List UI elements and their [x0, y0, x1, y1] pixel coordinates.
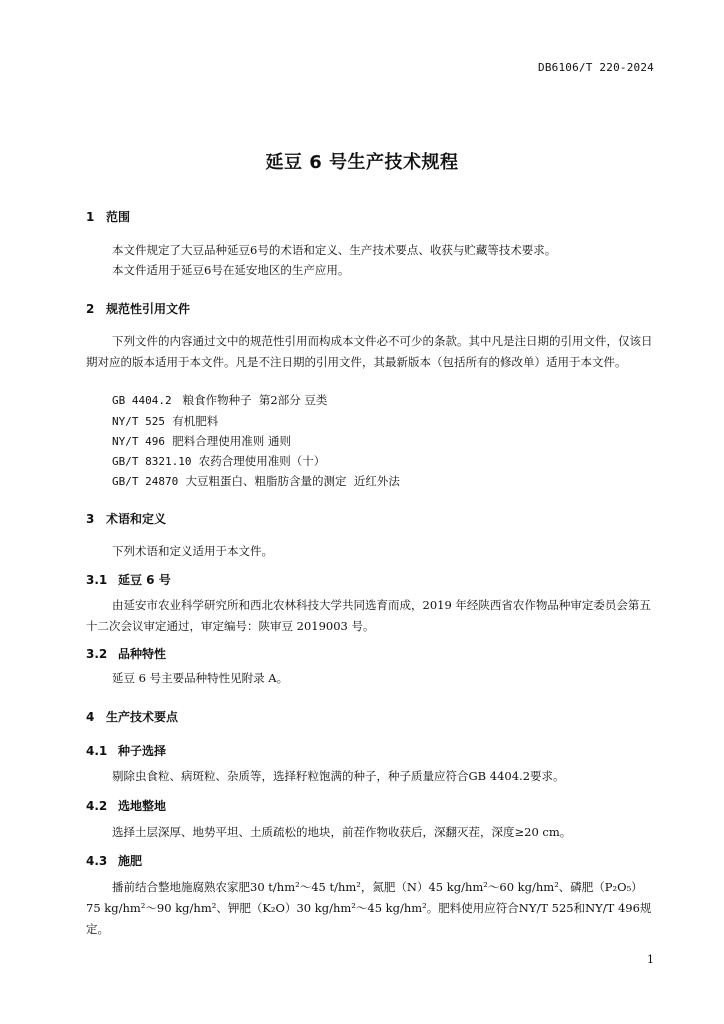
section-1-para-2: 本文件适用于延豆6号在延安地区的生产应用。	[112, 263, 350, 277]
reference-code: NY/T 525	[112, 415, 165, 428]
section-2-para-1: 下列文件的内容通过文中的规范性引用而构成本文件必不可少的条款。其中凡是注日期的引用文件，仅该日期对应的版本适用于本文件。凡是不注日期的引用文件，其最新版本（包括所有的修改单）适用于本文件。	[86, 334, 653, 369]
section-title: 施肥	[118, 854, 143, 868]
section-number: 3.1	[86, 573, 108, 587]
section-number: 4.2	[86, 799, 108, 813]
section-2-heading	[86, 300, 190, 317]
section-4-2-heading	[86, 797, 166, 814]
section-4-3-para-1: 播前结合整地施腐熟农家肥30 t/hm²～45 t/hm²，氮肥（N）45 kg/hm²～60 kg/hm²、磷肥（P₂O₅）75 kg/hm²～90 kg/hm²、钾肥（K₂O）30 kg/hm²～45 kg/hm²。肥料使用应符合NY/T 525和NY/T 496规定。	[86, 880, 652, 936]
reference-code: GB 4404.2	[112, 394, 172, 407]
section-3-2-para-1: 延豆 6 号主要品种特性见附录 A。	[112, 671, 289, 685]
section-number: 4.3	[86, 854, 108, 868]
section-title: 选地整地	[118, 799, 167, 813]
reference-item	[112, 433, 291, 449]
section-4-3-heading	[86, 852, 142, 869]
reference-item	[112, 453, 325, 469]
reference-code: GB/T 8321.10	[112, 455, 192, 468]
section-1-para-1: 本文件规定了大豆品种延豆6号的术语和定义、生产技术要点、收获与贮藏等技术要求。	[112, 243, 557, 257]
section-3-heading	[86, 510, 166, 527]
section-number: 1	[86, 210, 95, 224]
standard-code: DB6106/T 220-2024	[538, 61, 654, 74]
reference-title: 有机肥料	[172, 414, 219, 428]
section-title: 种子选择	[118, 744, 167, 758]
section-number: 2	[86, 302, 95, 316]
section-4-1-heading	[86, 742, 166, 759]
section-4-2-para-1: 选择土层深厚、地势平坦、土质疏松的地块，前茬作物收获后，深翻灭茬，深度≥20 cm。	[112, 825, 572, 839]
reference-title: 粮食作物种子 第2部分 豆类	[182, 393, 328, 407]
reference-title: 大豆粗蛋白、粗脂肪含量的测定 近红外法	[185, 474, 400, 488]
section-title: 范围	[106, 210, 131, 224]
section-3-para-1: 下列术语和定义适用于本文件。	[112, 544, 273, 558]
section-4-1-para-1: 剔除虫食粒、病斑粒、杂质等，选择籽粒饱满的种子，种子质量应符合GB 4404.2要求。	[112, 769, 565, 783]
reference-item	[112, 392, 327, 408]
reference-item	[112, 413, 218, 429]
section-number: 4.1	[86, 744, 108, 758]
reference-code: GB/T 24870	[112, 475, 179, 488]
section-3-1-para-1: 由延安市农业科学研究所和西北农林科技大学共同选育而成，2019 年经陕西省农作物品种审定委员会第五十二次会议审定通过，审定编号：陕审豆 2019003 号。	[86, 598, 651, 633]
reference-item	[112, 473, 400, 489]
section-number: 3	[86, 512, 95, 526]
section-title: 品种特性	[118, 647, 167, 661]
section-number: 3.2	[86, 647, 108, 661]
section-number: 4	[86, 710, 95, 724]
section-3-2-heading	[86, 645, 166, 662]
document-title: 延豆 6 号生产技术规程	[265, 152, 459, 173]
section-title: 生产技术要点	[106, 710, 179, 724]
section-title: 延豆 6 号	[118, 573, 171, 587]
reference-title: 肥料合理使用准则 通则	[172, 434, 291, 448]
reference-code: NY/T 496	[112, 435, 165, 448]
section-3-1-heading	[86, 571, 171, 588]
page-number: 1	[647, 953, 654, 966]
section-title: 术语和定义	[106, 512, 167, 526]
section-4-heading	[86, 708, 178, 725]
section-1-heading	[86, 208, 130, 225]
section-title: 规范性引用文件	[106, 302, 191, 316]
reference-title: 农药合理使用准则（十）	[198, 454, 326, 468]
